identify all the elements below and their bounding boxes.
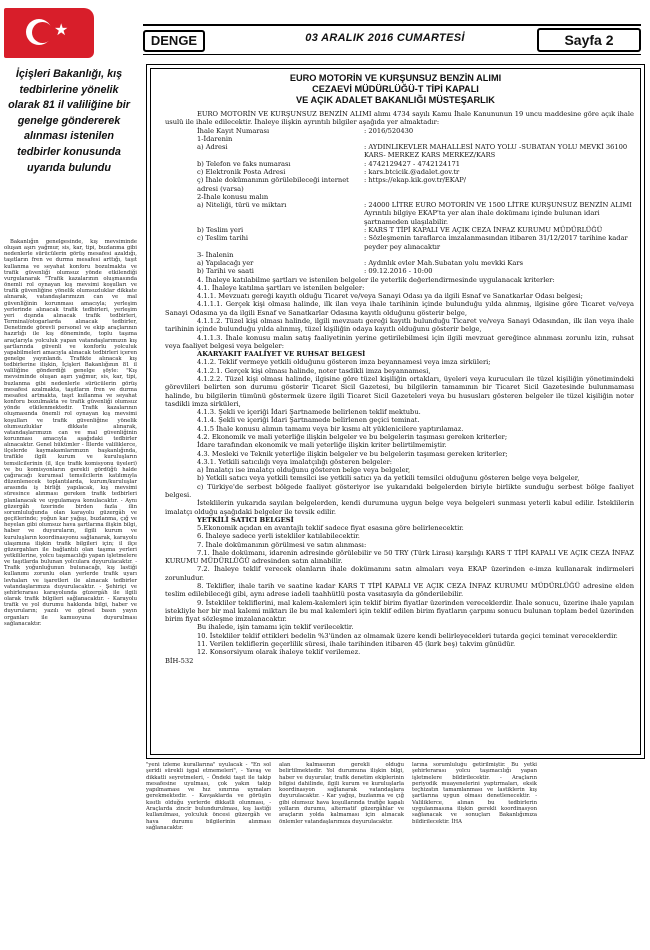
tender-title-line: CEZAEVİ MÜDÜRLÜĞÜ-T TİPİ KAPALI: [312, 84, 479, 95]
tender-body: [165, 110, 634, 665]
field-value: : 2016/520430: [364, 126, 414, 135]
header-rule-bottom: [143, 54, 641, 55]
field-value: : AYDINLIKEVLER MAHALLESİ NATO YOLU -SUBATAN YOLU MEVKİ 36100 KARS- MERKEZ KARS MERKEZ/KARS: [364, 143, 628, 160]
tender-title-line: EURO MOTORİN VE KURŞUNSUZ BENZİN ALIMI: [289, 73, 502, 83]
field-label: İhale Kayıt Numarası: [197, 126, 270, 135]
tender-clause: 4.1.1.2. Tüzel kişi olması halinde, ilgili mevzuatı gereği kayıtlı bulunduğu Ticaret ve/veya Sanayi Odasından, ilk ilan veya ihale tarihinin içinde bulunduğu yılda alınmış, tüzel kişiliğin odaya kayıtlı olduğunu gösterir belge,: [165, 317, 634, 334]
turkish-flag-icon: ★: [4, 8, 94, 58]
tender-clause: 4.1.1. Mevzuatı gereği kayıtlı olduğu Ticaret ve/veya Sanayi Odası ya da ilgili Esnaf ve Sanatkarlar Odası belgesi;: [197, 292, 583, 301]
tender-notice: [146, 64, 645, 759]
field-value: : KARS T TİPİ KAPALI VE AÇIK CEZA İNFAZ KURUMU MÜDÜRLÜĞÜ: [364, 225, 603, 234]
article-headline: İçişleri Bakanlığı, kış tedbirlerine yönelik olarak 81 il valiliğine bir genelge göndererek alınması istenilen tedbirler konusunda uyarıda bulundu: [8, 68, 130, 174]
bottom-column-3: [412, 762, 537, 948]
section-heading: 3- İhalenin: [197, 250, 234, 259]
tender-clause: 4.1.2. Teklif vermeye yetkili olduğunu gösteren imza beyannamesi veya imza sirküleri;: [197, 358, 491, 367]
bottom-column-2: [279, 762, 404, 948]
field-label: a) Yapılacağı yer: [197, 259, 254, 268]
tender-clause: 7.2. İhaleye teklif verecek olanların ihale dokümanını satın almaları veya EKAP üzerinden e-imza kullanarak indirmeleri zorunludur.: [165, 565, 634, 582]
tender-title: [147, 73, 644, 107]
field-label: c) Teslim tarihi: [197, 234, 249, 243]
field-address: [165, 143, 634, 160]
tender-clause: a) İmalatçı ise imalatçı olduğunu gösteren belge veya belgeler,: [197, 466, 411, 475]
tender-clause: c) Türkiye'de serbest bölgede faaliyet gösteriyor ise yukarıdaki belgelerden biriyle birlikte sunduğu serbest bölge faaliyet belgesi.: [165, 482, 634, 499]
tender-clause: 4.1.2.1. Gerçek kişi olması halinde, noter tasdikli imza beyannamesi,: [197, 366, 431, 375]
tender-clause: İsteklilerin yukarıda sayılan belgelerden, kendi durumuna uygun belge veya belgeleri sunması yeterli kabul edilir. İsteklilerin imalatçı olduğu aşağıdaki belgeler ile tevsik edilir.: [165, 499, 634, 516]
tender-clause: 7.1. İhale dokümanı, idarenin adresinde görülebilir ve 50 TRY (Türk Lirası) karşılığı KARS T TİPİ KAPALI VE AÇIK CEZA İNFAZ KURUMU MÜDÜRLÜĞÜ adresinden satın alınabilir.: [165, 548, 634, 566]
masthead: [0, 0, 650, 60]
tender-clause: 4. İhaleye katılabilme şartları ve istenilen belgeler ile yeterlik değerlendirmesinde uygulanacak kriterler:: [197, 275, 555, 284]
section-heading: 2-İhale konusu malın: [197, 192, 269, 201]
field-value: : https://ekap.kik.gov.tr/EKAP/: [364, 176, 467, 185]
field-email: [165, 168, 634, 176]
tender-clause: 11. Verilen tekliflerin geçerlilik süresi, ihale tarihinden itibaren 45 (kırk beş) takvim günüdür.: [197, 640, 516, 648]
field-value: : Aydınlık evler Mah.Subatan yolu mevkki Kars: [364, 259, 524, 268]
field-label: b) Tarihi ve saati: [197, 267, 254, 276]
field-phone: [165, 160, 634, 168]
newspaper-name: DENGE: [143, 30, 205, 52]
article-body: [4, 239, 137, 627]
left-article: [0, 63, 140, 950]
field-venue: [165, 259, 634, 267]
tender-clause: 4.1. İhaleye katılma şartları ve istenilen belgeler:: [197, 283, 365, 292]
issue-date: 03 ARALIK 2016 CUMARTESİ: [305, 32, 465, 44]
tender-clause: 4.2. Ekonomik ve mali yeterliğe ilişkin belgeler ve bu belgelerin taşıması gereken kriterler;: [197, 432, 508, 441]
notice-reference: BİH-532: [165, 656, 194, 665]
tender-clause: AKARYAKIT FAALİYET VE RUHSAT BELGESİ: [197, 350, 366, 359]
field-label: a) Adresi: [197, 143, 228, 152]
tender-clause: 4.1.4. Şekli ve içeriği İdari Şartnamede belirlenen geçici teminat.: [197, 416, 420, 425]
field-label: b) Teslim yeri: [197, 225, 244, 234]
tender-clause: 4.3. Mesleki ve Teknik yeterliğe ilişkin belgeler ve bu belgelerin taşıması gereken kriterler;: [197, 449, 508, 458]
field-delivery-place: [165, 226, 634, 234]
tender-clause: Bu ihalede, işin tamamı için teklif verilecektir.: [197, 623, 354, 632]
field-value: : kars.btcicik.@adalet.gov.tr: [364, 167, 460, 176]
tender-clause: 7. İhale dokümanının görülmesi ve satın alınması:: [197, 540, 367, 549]
field-value: : 4742129427 - 4742124171: [364, 159, 460, 168]
column-text: "yeni izleme kurallarına" uyulacak - "En sol şeridi sürekli işgal etmemeleri", - Yavaş ve dikkatli seyretmeleri, - Öndeki taşıt ile takip mesafesine uyulması, çok yakın takip yapılmaması ve hız sınırına uymaları gerekmektedir. - Kavşaklarda ve görüşün kısıtlı olduğu yerlerde dikkatli olunması, - Araçlarda zincir bulundurulması, kış lastiği kullanılması, yolculuk öncesi güzergâh ve hava durumu bilgilerinin alınması sağlanacaktır.: [146, 762, 271, 831]
tender-clauses: [165, 276, 634, 657]
field-label: a) Niteliği, türü ve miktarı: [197, 201, 287, 210]
field-delivery-date: [165, 234, 634, 251]
header-rule-top: [143, 24, 641, 26]
field-label: ç) İhale dokümanının görülebileceği internet adresi (varsa): [197, 176, 349, 193]
field-quantity: [165, 201, 634, 209]
bottom-column-1: [146, 762, 271, 948]
tender-clause: 4.1.1.1. Gerçek kişi olması halinde, ilk ilan veya ihale tarihinin içinde bulunduğu yılda alınmış, ilgisine göre Ticaret ve/veya Sanayi Odasına ya da ilgili Esnaf ve Sanatkarlar Odasına kayıtlı olduğunu gösterir belge,: [165, 300, 634, 317]
article-body-text: Bakanlığın genelgesinde, kış mevsiminde oluşan aşırı yağmur, sis, kar, tipi, buzlanma gibi nedenlerle sürücülerin görüş mesafesi azaldığı, taşıtların fren ve durma mesafesi arttığı, taşıt kullanma ve seyahat konforu bozulmakta ve trafik güvenliği olumsuz yönde etkilendiği vurgulanarak "Trafik kazalarının oluşmasında önemli rol oynayan kış mevsimi koşulları ve trafik güvenliğine yönelik olumsuzluklar dikkate alınarak, vatandaşlarımızın can ve mal güvenliğinin korunması amacıyla; yerleşim yerlerinde alınacak trafik tedbirleri, yerleşim yeri dışında alınacak trafik tedbirleri, Terminal/otogarlarda alınacak tedbirler, Denetimde görevli personel ve ekip araçlarının hazırlığı ile kış döneminde, toplu taşıma araçlarıyla yolculuk yapan vatandaşlarımızın kış şartlarında güvenli ve konforlu yolculuk yapabilmeleri amacıyla alınacak tedbirleri içeren genelge yayınlandı. Trafikte alınacak kış tedbirlerine ilişkin, İçişleri Bakanlığının 81 il valiliğine gönderdiği genelge şöyle: "Kış mevsiminde oluşan aşırı yağmur, sis, kar, tipi, buzlanma gibi nedenlerle sürücülerin görüş mesafesi azalmakta, taşıtların fren ve durma mesafesi artmakta, taşıt kullanma ve seyahat konforu bozulmakta ve trafik güvenliği olumsuz yönde etkilenmektedir. Trafik kazalarının oluşmasında önemli rol oynayan kış mevsimi koşulları ve trafik güvenliğine yönelik olumsuzluklar dikkate alınarak, vatandaşlarımızın can ve mal güvenliğinin korunması amacıyla aşağıdaki tedbirler alınacaktır. Genel hükümler - İllerde valiliklerce, ilçelerde kaymakamlarımızın başkanlığında, trafikle ilgili kurum ve kuruluşların temsilcilerinin (il, ilçe trafik komisyonu üyeleri) ve bu komisyonların gerekli gördüğü halde çağıracağı kurumsal temsilcilerin katılımıyla düzenlenecek toplantılarda, kurum/kuruluşlar arasında iş birliği yapılacak, kış mevsimi süresince alınması gereken trafik tedbirleri planlanacak ve uygulamaya konulacaktır. - Aynı güzergâh üzerinde birden fazla ilin sorumluluğunda olan karayolu güzergâh ve geçitlerinde; yoğun kar yağışı, buzlanma, çığ ve heyelan gibi olumsuz hava şartlarına ilişkin bilgi, haber ve duyuruların, ilgili kurum ve kuruluşların koordinasyonu sağlanarak, karayolu ulaşımına ilişkin trafik bilgileri için; il ilçe güzergahları ile bağlantılı olan taşıma yerleri yetkililerine, yolcu taşımacılığı yapan işletmelere ve taşıtlarda bulunan yolculara duyurulacaktır. - Trafik yoğunluğunun bulunacağı, kış lastiği kullanımı zorunlu olan yerlerde trafik uyarı levhaları ve işaretleri ile alınacak tedbirler vatandaşlarımıza duyurulacaktır. - Şehiriçi ve şehirlerarası karayolunda güzergâh ile ilgili olarak trafik bilgileri sağlanacaktır. - Karayolu trafik ve yol durumu hakkında bilgi, haber ve duyuruların; yazılı ve görsel basın yayın organları ile kamuoyuna duyurulması sağlanacaktır.: [4, 239, 137, 627]
tender-clause: 4.1.1.3. İhale konusu malın satış faaliyetinin yerine getirilebilmesi için ilgili mevzuat gereğince alınması zorunlu izin, ruhsat veya faaliyet belgesi veya belgeler:: [165, 333, 634, 350]
field-ikn: [165, 127, 634, 135]
column-text: alan kalmasının gerekli olduğu belirtilmektedir. Yol durumuna ilişkin bilgi, haber ve duyurular, trafik denetim ekiplerinin bilgisi dahilinde, ilgili kurum ve kuruluşlarla koordinasyon sağlanarak vatandaşlara duyurulacaktır. - Kar yağışı, buzlanma ve çığ gibi olumsuz hava koşullarında trafiğe kapalı yolların durumu, alternatif güzergâhlar ve araçların yolda kalmaması için alınacak önlemler vatandaşlarımıza duyurulacaktır.: [279, 762, 404, 825]
tender-clause: İdare tarafından ekonomik ve mali yeterliğe ilişkin kriter belirtilmemiştir.: [197, 441, 447, 450]
tender-clause: 4.1.3. Şekli ve içeriği İdari Şartnamede belirlenen teklif mektubu.: [197, 408, 421, 417]
page-number: Sayfa 2: [537, 28, 641, 52]
field-datetime: [165, 267, 634, 275]
field-value: : 09.12.2016 - 10:00: [364, 267, 433, 276]
field-value: : Sözleşmenin taraflarca imzalanmasından itibaren 31/12/2017 tarihine kadar peyder pey alınacaktır: [364, 234, 628, 251]
tender-intro: EURO MOTORİN VE KURŞUNSUZ BENZİN ALIMI alımı 4734 sayılı Kamu İhale Kanununun 19 uncu maddesine göre açık ihale usulü ile ihale edilecektir. İhaleye ilişkin ayrıntılı bilgiler aşağıda yer almaktadır:: [165, 110, 634, 127]
field-label: b) Telefon ve faks numarası: [197, 159, 291, 168]
tender-clause: 6. İhaleye sadece yerli istekliler katılabilecektir.: [197, 532, 360, 541]
section-heading: 1-İdarenin: [197, 134, 233, 143]
column-text: larına sorumluluğu getirilmiştir. Bu yetki şehirlerarası yolcu taşımacılığı yapan işletmelere bildirilecektir. - Araçların periyodik muayenelerini yaptırmaları, eksik teçhizatın tamamlanması ve lastiklerin kış şartlarına uygun olması denetlenecektir. - Valiliklerce, alınan bu tedbirlerin uygulanmasına ilişkin gerekli koordinasyon sağlanacak ve sonuçları Bakanlığımıza bildirilecektir. İHA: [412, 762, 537, 825]
field-label: c) Elektronik Posta Adresi: [197, 167, 286, 176]
tender-clause: 4.1.2.2. Tüzel kişi olması halinde, ilgisine göre tüzel kişiliğin ortakları, üyeleri veya kurucuları ile tüzel kişiliğin yönetimindeki görevlileri belirten son durumu gösterir Ticaret Sicil Gazetesi, bu bilgilerin tamamının bir Ticaret Sicil Gazetesinde bulunmaması halinde, bu bilgilerin tümünü göstermek üzere ilgili Ticaret Sicil Gazeteleri veya bu hususları gösteren belgeler ile tüzel kişiliğin noter tasdikli imza sirküleri,: [165, 375, 634, 408]
tender-clause: 4.1.5 İhale konusu alımın tamamı veya bir kısmı alt yüklenicilere yaptırılamaz.: [197, 424, 464, 433]
field-value: Ayrıntılı bilgiye EKAP'ta yer alan ihale dokümanı içinde bulunan idari şartnameden ulaşılabilir.: [364, 209, 600, 226]
field-website: [165, 176, 634, 193]
tender-clause: 5.Ekonomik açıdan en avantajlı teklif sadece fiyat esasına göre belirlenecektir.: [197, 524, 464, 533]
field-quantity-note: [165, 209, 634, 226]
tender-clause: 8. Teklifler, ihale tarih ve saatine kadar KARS T TİPİ KAPALI VE AÇIK CEZA İNFAZ KURUMU MÜDÜRLÜĞÜ adresine elden teslim edilebileceği gibi, aynı adrese iadeli taahhütlü posta vasıtasıyla da gönderilebilir.: [165, 582, 634, 599]
tender-clause: 10. İstekliler teklif ettikleri bedelin %3'ünden az olmamak üzere kendi belirleyecekleri tutarda geçici teminat vereceklerdir.: [197, 631, 618, 640]
tender-clause: 9. İstekliler tekliflerini, mal kalem-kalemleri için teklif birim fiyatlar üzerinden vereceklerdir. İhale sonucu, üzerine ihale yapılan istekliyle her bir mal kalemi miktarı ile bu mal kalemleri için teklif edilen birim fiyatların çarpımı sonucu bulunan toplam bedel üzerinden birim fiyat sözleşme imzalanacaktır.: [165, 598, 634, 624]
tender-title-line: VE AÇIK ADALET BAKANLIĞI MÜSTEŞARLIK: [296, 95, 495, 106]
tender-clause: 4.3.1. Yetkili satıcılığı veya imalatçılığı gösteren belgeler:: [197, 457, 393, 466]
field-value: : 24000 LİTRE EURO MOTORİN VE 1500 LİTRE KURŞUNSUZ BENZİN ALIMI: [364, 201, 632, 210]
tender-clause: 12. Konsorsiyum olarak ihaleye teklif verilemez.: [197, 648, 361, 657]
tender-clause: YETKİLİ SATICI BELGESİ: [197, 515, 294, 524]
tender-clause: b) Yetkili satıcı veya yetkili temsilci ise yetkili satıcı ya da yetkili temsilci olduğunu gösteren belge veya belgeler,: [197, 474, 580, 483]
